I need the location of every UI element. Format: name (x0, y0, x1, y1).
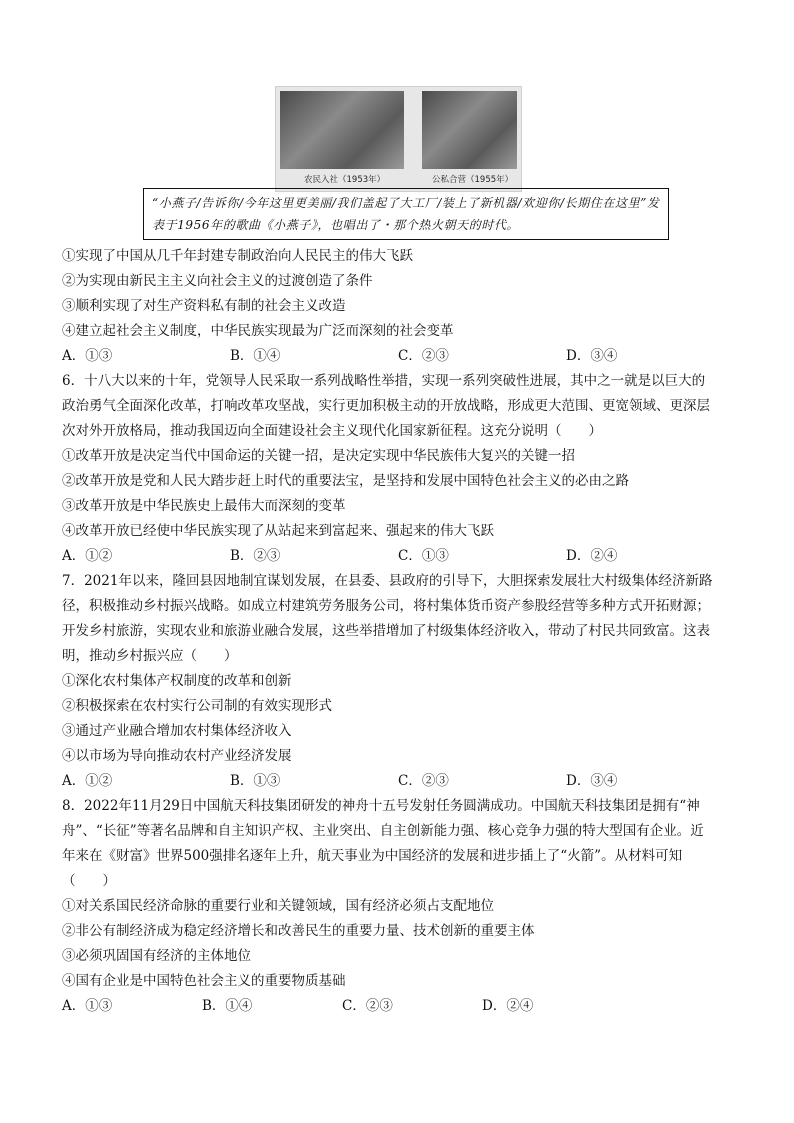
q8-option-c[interactable]: C．②③ (342, 998, 393, 1014)
q5-item-2: ②为实现由新民主主义向社会主义的过渡创造了条件 (62, 273, 373, 289)
q7-stem-line-2: 径，积极推动乡村振兴战略。如成立村建筑劳务服务公司，将村集体货币资产参股经营等多种方式开拓财源； (62, 598, 710, 614)
q6-stem-line-3: 次对外开放格局，推动我国迈向全面建设社会主义现代化国家新征程。这充分说明（ ） (62, 423, 602, 439)
photo1-caption: 农民入社（1953年） (304, 175, 386, 185)
historical-photos-figure (275, 86, 522, 192)
q8-stem-line-3: 年来在《财富》世界500强排名逐年上升，航天事业为中国经济的发展和进步插上了“火箭”。从材料可知 (62, 848, 683, 864)
q6-option-c[interactable]: C．①③ (398, 548, 449, 564)
q7-item-4: ④以市场为导向推动农村产业经济发展 (62, 748, 292, 764)
q7-stem-line-4: 明，推动乡村振兴应（ ） (62, 648, 238, 664)
q5-option-b[interactable]: B．①④ (230, 348, 281, 364)
q6-item-4: ④改革开放已经使中华民族实现了从站起来到富起来、强起来的伟大飞跃 (62, 523, 494, 539)
q8-option-a[interactable]: A．①③ (62, 998, 113, 1014)
photo-public-private-partnership (422, 91, 517, 169)
q6-option-d[interactable]: D．②④ (566, 548, 618, 564)
q8-stem-line-2: 舟”、“长征”等著名品牌和自主知识产权、主业突出、自主创新能力强、核心竞争力强的特大型国有企业。近 (62, 823, 704, 839)
q6-item-1: ①改革开放是决定当代中国命运的关键一招，是决定实现中华民族伟大复兴的关键一招 (62, 448, 575, 464)
q6-item-3: ③改革开放是中华民族史上最伟大而深刻的变革 (62, 498, 346, 514)
q6-option-a[interactable]: A．①② (62, 548, 113, 564)
q8-item-4: ④国有企业是中国特色社会主义的重要物质基础 (62, 973, 346, 989)
q7-option-b[interactable]: B．①③ (230, 773, 281, 789)
q8-option-b[interactable]: B．①④ (202, 998, 253, 1014)
q6-stem-line-2: 政治勇气全面深化改革，打响改革攻坚战，实行更加积极主动的开放战略，形成更大范围、更宽领域、更深层 (62, 398, 710, 414)
q7-option-d[interactable]: D．③④ (566, 773, 618, 789)
q7-option-c[interactable]: C．②③ (398, 773, 449, 789)
q7-item-2: ②积极探索在农村实行公司制的有效实现形式 (62, 698, 332, 714)
q7-stem-line-3: 开发乡村旅游，实现农业和旅游业融合发展，这些举措增加了村级集体经济收入，带动了村民共同致富。这表 (62, 623, 710, 639)
q5-option-c[interactable]: C．②③ (398, 348, 449, 364)
song-quote-box: “小燕子/告诉你/今年这里更美丽/我们盖起了大工厂/装上了新机器/欢迎你/长期住在这里”发表于1956年的歌曲《小燕子》，也唱出了・那个热火朝天的时代。 (143, 188, 669, 240)
q8-item-3: ③必须巩固国有经济的主体地位 (62, 948, 251, 964)
photo2-caption: 公私合营（1955年） (432, 175, 514, 185)
q7-item-1: ①深化农村集体产权制度的改革和创新 (62, 673, 292, 689)
q5-item-1: ①实现了中国从几千年封建专制政治向人民民主的伟大飞跃 (62, 248, 413, 264)
photo-farmers-joining-cooperative (280, 91, 404, 169)
q7-item-3: ③通过产业融合增加农村集体经济收入 (62, 723, 292, 739)
q6-stem-line-1: 6．十八大以来的十年，党领导人民采取一系列战略性举措，实现一系列突破性进展，其中之一就是以巨大的 (62, 373, 706, 389)
q8-stem-line-1: 8．2022年11月29日中国航天科技集团研发的神舟十五号发射任务圆满成功。中国航天科技集团是拥有“神 (62, 798, 700, 814)
q6-item-2: ②改革开放是党和人民大踏步赶上时代的重要法宝，是坚持和发展中国特色社会主义的必由之路 (62, 473, 629, 489)
q8-item-2: ②非公有制经济成为稳定经济增长和改善民生的重要力量、技术创新的重要主体 (62, 923, 535, 939)
q5-item-3: ③顺利实现了对生产资料私有制的社会主义改造 (62, 298, 346, 314)
q7-stem-line-1: 7．2021年以来，隆回县因地制宜谋划发展，在县委、县政府的引导下，大胆探索发展壮大村级集体经济新路 (62, 573, 713, 589)
q5-item-4: ④建立起社会主义制度，中华民族实现最为广泛而深刻的社会变革 (62, 323, 454, 339)
q8-item-1: ①对关系国民经济命脉的重要行业和关键领域，国有经济必须占支配地位 (62, 898, 494, 914)
q8-stem-line-4: （ ） (62, 873, 116, 889)
q5-option-d[interactable]: D．③④ (566, 348, 618, 364)
q6-option-b[interactable]: B．②③ (230, 548, 281, 564)
q7-option-a[interactable]: A．①② (62, 773, 113, 789)
q5-option-a[interactable]: A．①③ (62, 348, 113, 364)
q8-option-d[interactable]: D．②④ (482, 998, 534, 1014)
